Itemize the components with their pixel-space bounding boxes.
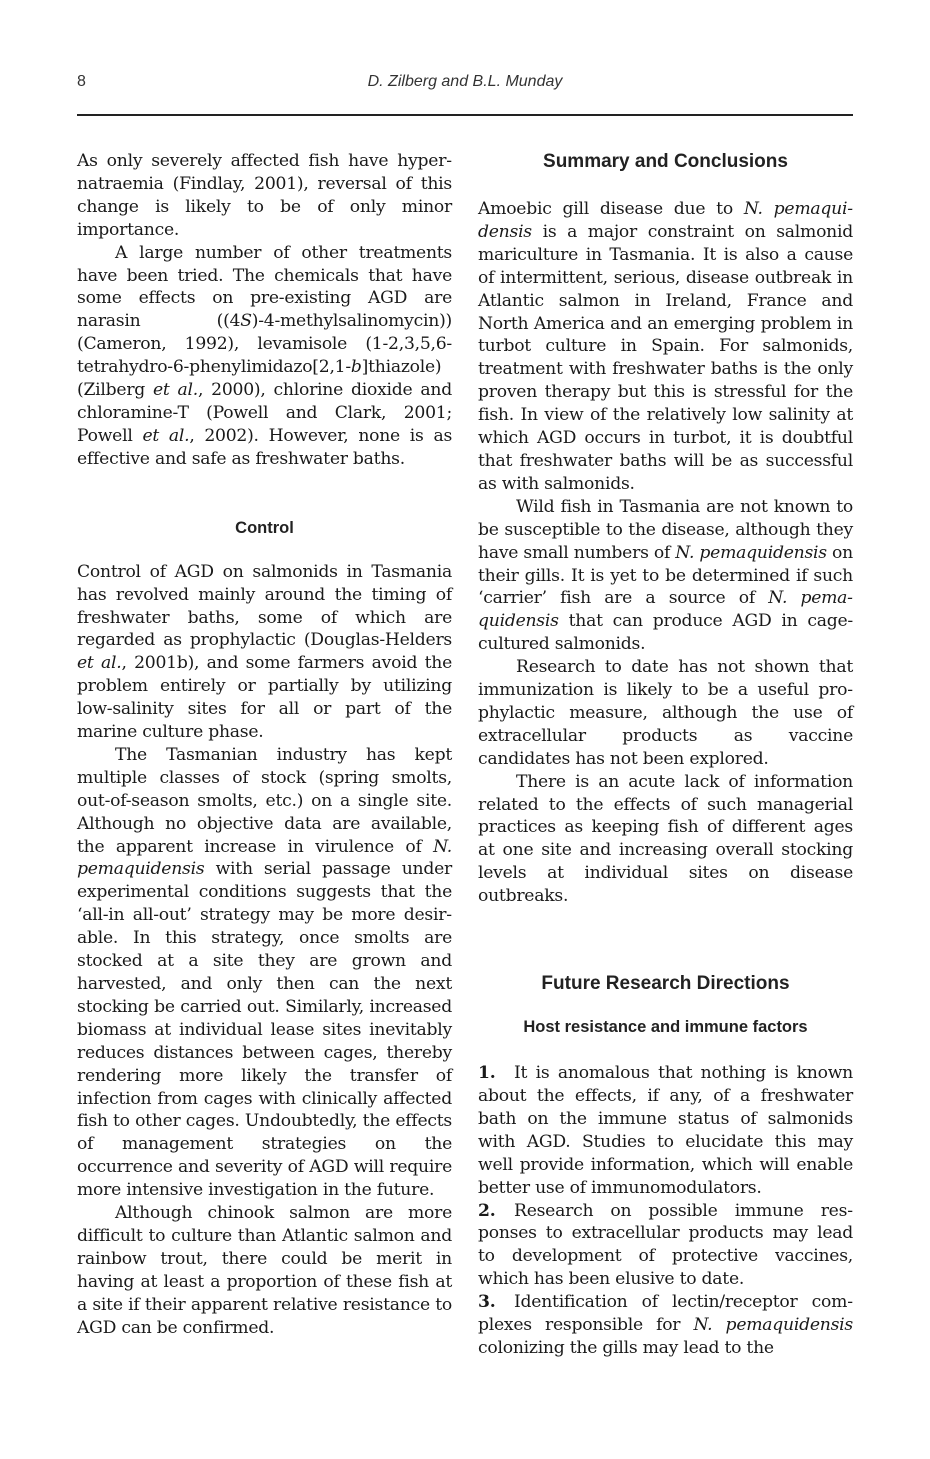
paragraph-chinook-salmon: Although chinook salmon are more difficult to culture than Atlantic salmon and rainbow trout, there could be merit in having at least a proportion of these fish at a site if their apparent relative resistance to AGD can be confirmed. bbox=[77, 1203, 452, 1338]
page-header bbox=[77, 73, 853, 95]
section-heading-summary: Summary and Conclusions bbox=[543, 151, 788, 172]
paragraph-managerial-practices: There is an acute lack of information related to the effects of such managerial practices as keeping fish of different ages at one site and increasing overall stocking levels at individual sites on disease outbreaks. bbox=[478, 771, 853, 907]
list-number: 1. bbox=[478, 1063, 496, 1084]
section-heading-control: Control bbox=[235, 518, 294, 537]
running-head: D. Zilberg and B.L. Munday bbox=[367, 73, 563, 90]
section-heading-future-research: Future Research Directions bbox=[541, 973, 790, 995]
paragraph-amoebic-gill-disease: Amoebic gill disease due to N. pemaquidensis is a major constraint on salmonid mariculture in Tasmania. It is also a cause of intermittent, serious, disease outbreak in Atlantic salmon in Ireland, France and North America and an emerging problem in turbot culture in Spain. For salmonids, treatment with freshwater baths is the only proven therapy but this is stressful for the fish. In view of the relatively low salinity at which AGD occurs in turbot, it is doubtful that freshwater baths will be as successful as with salmonids. bbox=[478, 199, 853, 494]
paragraph-other-treatments: A large number of other treatments have been tried. The chemicals that have some effects on pre-existing AGD are narasin ((4S)-4-methylsalinomycin)) (Cameron, 1992), levamisole (1-2,3,5,6-tetrahydro-6-phenylimidazo[2,1-b]thiazole) (Zilberg et al., 2000), chlorine dioxide and chloramine-T (Powell and Clark, 2001; Powell et al., 2002). However, none is as effective and safe as freshwater baths. bbox=[77, 242, 453, 469]
subsection-heading-host-resistance: Host resistance and immune factors bbox=[523, 1018, 808, 1037]
paragraph-control-agd: Control of AGD on salmonids in Tasmania has revolved mainly around the timing of freshwater baths, some of which are regarded as prophylactic (Douglas-Helders et al., 2001b), and some farmers avoid the problem entirely or partially by utilizing low-salinity sites for all or part of the marine culture phase. bbox=[77, 561, 452, 743]
list-number: 2. bbox=[478, 1200, 496, 1221]
left-column bbox=[77, 150, 452, 1340]
header-rule bbox=[77, 114, 853, 116]
paragraph-hypernatraemia: As only severely affected fish have hypernatraemia (Findlay, 2001), reversal of this change is likely to be of only minor importance. bbox=[77, 151, 452, 240]
paragraph-immunization: Research to date has not shown that immunization is likely to be a useful prophylactic measure, although the use of extracellular products as vaccine candidates has not been explored. bbox=[478, 657, 853, 769]
page-number: 8 bbox=[77, 73, 86, 90]
list-item-3: 3. Identification of lectin/receptor complexes responsible for N. pemaquidensis colonizing the gills may lead to the bbox=[478, 1292, 853, 1358]
paragraph-wild-fish: Wild fish in Tasmania are not known to be susceptible to the disease, although they have small numbers of N. pemaquidensis on their gills. It is yet to be determined if such ‘carrier’ fish are a source of N. pemaquidensis that can produce AGD in cage-cultured salmonids. bbox=[478, 496, 853, 655]
list-item-1: 1. It is anomalous that nothing is known about the effects, if any, of a freshwater bath on the immune status of salmonids with AGD. Studies to elucidate this may well provide information, which will enable better use of immunomodulators. bbox=[478, 1063, 853, 1198]
paragraph-tasmanian-industry: The Tasmanian industry has kept multiple classes of stock (spring smolts, out-of-season smolts, etc.) on a single site. Although no objective data are available, the apparent increase in virulence of N. pemaquidensis with serial passage under experimental conditions suggests that the ‘all-in all-out’ strategy may be more desirable. In this strategy, once smolts are stocked at a site they are grown and harvested, and only then can the next stocking be carried out. Similarly, increased biomass at individual lease sites inevitably reduces distances between cages, thereby rendering more likely the transfer of infection from cages with clinically affected fish to other cages. Undoubtedly, the effects of management strategies on the occurrence and severity of AGD will require more intensive investigation in the future. bbox=[77, 744, 452, 1201]
right-column bbox=[478, 150, 853, 1360]
list-item-2: 2. Research on possible immune responses to extracellular products may lead to development of protective vaccines, which has been elusive to date. bbox=[478, 1200, 853, 1290]
list-number: 3. bbox=[478, 1292, 496, 1313]
